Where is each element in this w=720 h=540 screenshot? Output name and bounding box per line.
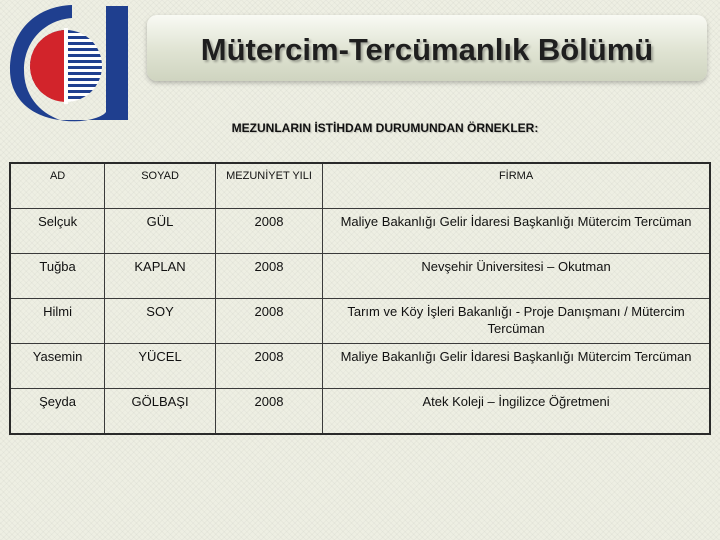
cell-soyad: GÜL: [105, 209, 216, 254]
cell-yil: 2008: [215, 209, 322, 254]
table-header-row: [10, 163, 710, 209]
cell-soyad: SOY: [105, 299, 216, 344]
cell-firma: Atek Koleji – İngilizce Öğretmeni: [323, 389, 710, 435]
graduates-table: [9, 162, 711, 435]
cell-firma: Tarım ve Köy İşleri Bakanlığı - Proje Danışmanı / Mütercim Tercüman: [323, 299, 710, 344]
cell-firma: Nevşehir Üniversitesi – Okutman: [323, 254, 710, 299]
cell-soyad: KAPLAN: [105, 254, 216, 299]
cell-ad: Şeyda: [10, 389, 105, 435]
col-header-mezuniyet-yili: MEZUNİYET YILI: [215, 163, 322, 209]
page-title: Mütercim-Tercümanlık Bölümü: [200, 32, 654, 67]
col-header-firma: FİRMA: [323, 163, 710, 209]
cell-yil: 2008: [215, 299, 322, 344]
cell-soyad: YÜCEL: [105, 344, 216, 389]
table-row: [10, 299, 710, 344]
cell-firma: Maliye Bakanlığı Gelir İdaresi Başkanlığı Mütercim Tercüman: [323, 344, 710, 389]
col-header-ad: AD: [10, 163, 105, 209]
col-header-soyad: SOYAD: [105, 163, 216, 209]
cell-soyad: GÖLBAŞI: [105, 389, 216, 435]
cell-firma: Maliye Bakanlığı Gelir İdaresi Başkanlığı Mütercim Tercüman: [323, 209, 710, 254]
cell-yil: 2008: [215, 389, 322, 435]
cell-yil: 2008: [215, 254, 322, 299]
cell-ad: Yasemin: [10, 344, 105, 389]
cell-yil: 2008: [215, 344, 322, 389]
university-logo-icon: [2, 0, 137, 125]
cell-ad: Tuğba: [10, 254, 105, 299]
section-subtitle: MEZUNLARIN İSTİHDAM DURUMUNDAN ÖRNEKLER:: [231, 121, 539, 135]
cell-ad: Selçuk: [10, 209, 105, 254]
university-logo: [2, 0, 137, 125]
table-row: [10, 209, 710, 254]
title-banner: [147, 15, 707, 81]
table-row: [10, 389, 710, 435]
table-row: [10, 254, 710, 299]
table-row: [10, 344, 710, 389]
cell-ad: Hilmi: [10, 299, 105, 344]
